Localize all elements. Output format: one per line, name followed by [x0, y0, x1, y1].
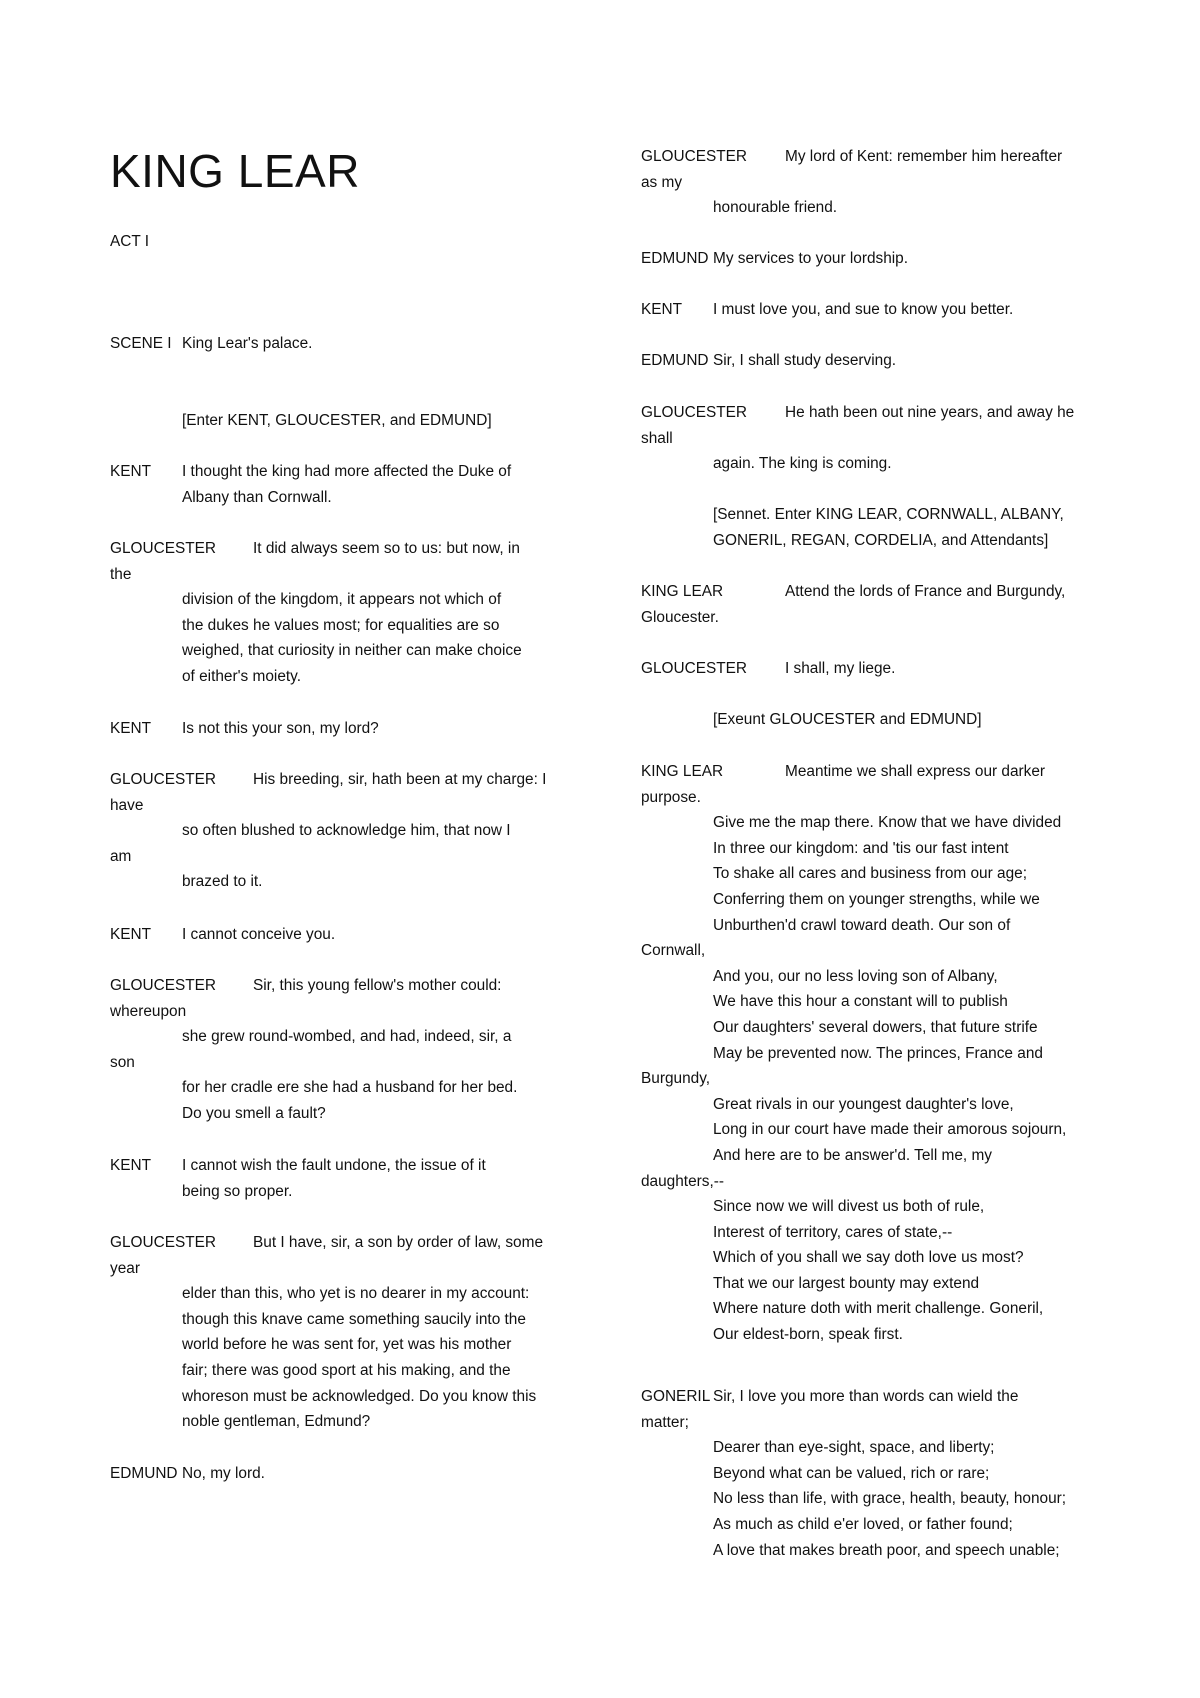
speech-line: It did always seem so to us: but now, in [253, 540, 520, 557]
speech-line: And here are to be answer'd. Tell me, my [713, 1146, 992, 1164]
speech-line: But I have, sir, a son by order of law, some [253, 1234, 544, 1251]
speech-line: the dukes he values most; for equalities are so [182, 616, 500, 634]
speech-wrap: matter; [641, 1413, 689, 1431]
speech-edmund-3 [641, 348, 1109, 374]
speaker-name: GLOUCESTER [641, 660, 748, 677]
speech-wrap: Gloucester. [641, 608, 719, 626]
speech-line: I cannot wish the fault undone, the issue of it [182, 1157, 486, 1174]
speech-gloucester-5 [641, 144, 1109, 221]
speech-line: Our daughters' several dowers, that future strife [713, 1018, 1038, 1036]
speaker-name: KENT [110, 1157, 152, 1174]
scene-label: SCENE I [110, 335, 172, 352]
speech-king-lear-1 [641, 579, 1109, 630]
speech-wrap: shall [641, 429, 673, 447]
speech-line: though this knave came something saucily into the [182, 1310, 526, 1328]
speech-line: Great rivals in our youngest daughter's love, [713, 1095, 1014, 1113]
speaker-name: EDMUND [110, 1465, 178, 1482]
speech-line: A love that makes breath poor, and speech unable; [713, 1541, 1060, 1559]
speech-line: she grew round-wombed, and had, indeed, sir, a [182, 1028, 512, 1046]
speech-wrap: Cornwall, [641, 942, 706, 960]
speech-line: His breeding, sir, hath been at my charge: I [253, 771, 547, 788]
speech-wrap: am [110, 847, 132, 865]
stage-direction-text: [Enter KENT, GLOUCESTER, and EDMUND] [182, 412, 492, 429]
speech-line: Do you smell a fault? [182, 1104, 326, 1122]
stage-direction-text: [Sennet. Enter KING LEAR, CORNWALL, ALBANY, [713, 506, 1064, 523]
speech-line: Give me the map there. Know that we have divided [713, 814, 1062, 832]
speech-kent-1 [110, 459, 580, 510]
speech-edmund-2 [641, 246, 1109, 272]
speech-edmund-1 [110, 1461, 580, 1487]
speech-line: We have this hour a constant will to publish [713, 993, 1008, 1011]
speaker-name: KENT [110, 720, 152, 737]
stage-direction [641, 502, 1109, 553]
speaker-name: GONERIL [641, 1388, 711, 1405]
stage-direction-text: [Exeunt GLOUCESTER and EDMUND] [713, 711, 982, 728]
speaker-name: KENT [110, 926, 152, 943]
speaker-name: GLOUCESTER [110, 977, 217, 994]
speech-line: To shake all cares and business from our age; [713, 865, 1027, 883]
speech-line: honourable friend. [713, 199, 838, 217]
speech-line: Albany than Cornwall. [182, 488, 332, 506]
speech-kent-4 [110, 1153, 580, 1204]
speech-line: Dearer than eye-sight, space, and liberty; [713, 1439, 995, 1457]
speaker-name: EDMUND [641, 250, 709, 267]
speaker-name: GLOUCESTER [110, 540, 217, 557]
speaker-name: GLOUCESTER [110, 1234, 217, 1251]
speech-line: Long in our court have made their amorous sojourn, [713, 1121, 1067, 1139]
speaker-name: EDMUND [641, 352, 709, 369]
speech-line: My lord of Kent: remember him hereafter [785, 148, 1063, 165]
speech-line: Which of you shall we say doth love us most? [713, 1249, 1024, 1267]
speech-line: Beyond what can be valued, rich or rare; [713, 1464, 990, 1482]
speech-king-lear-2 [641, 759, 1109, 1348]
speech-gloucester-7 [641, 656, 1109, 682]
speech-kent-3 [110, 922, 580, 948]
speech-line: I shall, my liege. [785, 660, 896, 677]
speech-line: May be prevented now. The princes, France and [713, 1044, 1043, 1062]
stage-direction-text: GONERIL, REGAN, CORDELIA, and Attendants] [713, 531, 1049, 549]
act-heading [110, 229, 580, 255]
speech-line: for her cradle ere she had a husband for her bed. [182, 1079, 518, 1097]
speech-line: I thought the king had more affected the Duke of [182, 463, 512, 480]
speech-line: My services to your lordship. [713, 250, 909, 267]
speech-line: He hath been out nine years, and away he [785, 404, 1075, 421]
speech-line: Since now we will divest us both of rule, [713, 1198, 985, 1216]
act-label: ACT I [110, 233, 150, 250]
speech-line: Is not this your son, my lord? [182, 720, 379, 737]
speech-line: And you, our no less loving son of Albany, [713, 967, 998, 985]
stage-direction [110, 408, 580, 434]
speech-gloucester-2 [110, 767, 580, 895]
speech-wrap: the [110, 565, 132, 583]
speech-line: Attend the lords of France and Burgundy, [785, 583, 1066, 600]
speech-line: Meantime we shall express our darker [785, 763, 1046, 780]
speech-line: I must love you, and sue to know you better. [713, 301, 1014, 318]
speaker-name: KING LEAR [641, 763, 724, 780]
speech-wrap: whereupon [110, 1002, 187, 1020]
speech-wrap: son [110, 1053, 135, 1071]
speech-gloucester-6 [641, 400, 1109, 477]
speech-gloucester-3 [110, 973, 580, 1127]
speech-line: I cannot conceive you. [182, 926, 336, 943]
speaker-name: GLOUCESTER [641, 404, 748, 421]
speaker-name: KENT [110, 463, 152, 480]
speech-line: Interest of territory, cares of state,-- [713, 1223, 953, 1241]
speech-line: That we our largest bounty may extend [713, 1274, 980, 1292]
speaker-name: KENT [641, 301, 683, 318]
speech-line: noble gentleman, Edmund? [182, 1413, 371, 1431]
speech-goneril-1 [641, 1384, 1109, 1563]
speech-wrap: Burgundy, [641, 1070, 711, 1088]
play-title: KING LEAR [110, 145, 360, 197]
scene-location: King Lear's palace. [182, 335, 313, 352]
speech-line: Unburthen'd crawl toward death. Our son of [713, 916, 1011, 934]
speech-line: As much as child e'er loved, or father found; [713, 1515, 1013, 1533]
speech-line: elder than this, who yet is no dearer in my account: [182, 1285, 530, 1303]
speaker-name: GLOUCESTER [641, 148, 748, 165]
speech-line: fair; there was good sport at his making, and the [182, 1361, 511, 1379]
speech-line: Sir, I love you more than words can wield the [713, 1388, 1019, 1405]
speech-wrap: year [110, 1259, 140, 1277]
speech-wrap: purpose. [641, 788, 701, 806]
speech-line: weighed, that curiosity in neither can make choice [182, 642, 522, 660]
speech-line: Sir, I shall study deserving. [713, 352, 897, 369]
stage-direction [641, 707, 1109, 733]
speech-line: Where nature doth with merit challenge. Goneril, [713, 1300, 1044, 1318]
speech-line: whoreson must be acknowledged. Do you know this [182, 1387, 537, 1405]
speech-line: No, my lord. [182, 1465, 265, 1482]
speech-kent-2 [110, 716, 580, 742]
speech-wrap: have [110, 796, 144, 814]
speech-kent-5 [641, 297, 1109, 323]
speech-gloucester-4 [110, 1230, 580, 1435]
speech-line: No less than life, with grace, health, beauty, honour; [713, 1490, 1067, 1508]
speech-line: Our eldest-born, speak first. [713, 1326, 903, 1344]
speech-line: In three our kingdom: and 'tis our fast intent [713, 839, 1009, 857]
scene-heading [110, 331, 580, 357]
speech-wrap: daughters,-- [641, 1172, 724, 1190]
speech-line: division of the kingdom, it appears not which of [182, 591, 502, 609]
speech-line: so often blushed to acknowledge him, that now I [182, 822, 511, 840]
speech-gloucester-1 [110, 536, 580, 690]
speaker-name: KING LEAR [641, 583, 724, 600]
speech-line: Sir, this young fellow's mother could: [253, 977, 502, 994]
speech-line: of either's moiety. [182, 667, 301, 685]
speaker-name: GLOUCESTER [110, 771, 217, 788]
speech-line: Conferring them on younger strengths, while we [713, 890, 1040, 908]
speech-line: brazed to it. [182, 873, 263, 891]
speech-wrap: as my [641, 173, 683, 191]
speech-line: being so proper. [182, 1182, 293, 1200]
speech-line: again. The king is coming. [713, 455, 892, 473]
speech-line: world before he was sent for, yet was his mother [182, 1336, 512, 1354]
